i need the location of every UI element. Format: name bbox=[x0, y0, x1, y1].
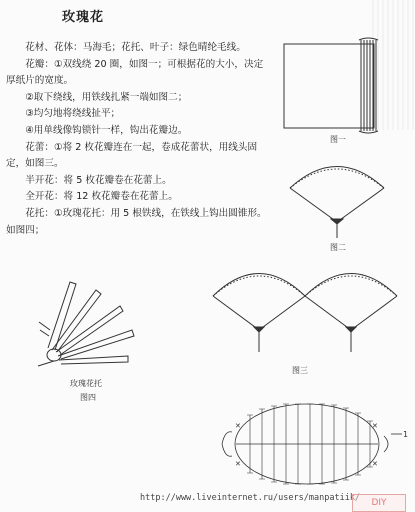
svg-text:✕: ✕ bbox=[235, 460, 241, 468]
figure-crochet-leaf-chart bbox=[222, 404, 408, 484]
figure-4-label: 玫瑰花托 bbox=[70, 379, 102, 388]
paragraph: ②取下绕线，用铁线扎紧一端如图二； bbox=[25, 91, 188, 103]
svg-text:✕: ✕ bbox=[372, 422, 378, 430]
figure-1-caption: 图一 bbox=[330, 135, 346, 144]
figure-4-calyx bbox=[38, 282, 134, 366]
svg-text:✕: ✕ bbox=[372, 460, 378, 468]
figure-3-bud bbox=[213, 274, 397, 353]
paragraph: 半开花：将 5 枚花瓣卷在花蕾上。 bbox=[25, 174, 172, 186]
paragraph: 花托：①玫瑰花托：用 5 根铁线，在铁线上钩出圆锥形。如图四； bbox=[6, 207, 267, 236]
svg-text:✕: ✕ bbox=[235, 422, 241, 430]
paragraph: 花蕾：①将 2 枚花瓣连在一起，卷成花蕾状，用线头固定，如图三。 bbox=[6, 141, 258, 170]
figure-4-caption: 图四 bbox=[80, 393, 96, 402]
paragraph: 花材、花体：马海毛；花托、叶子：绿色晴纶毛线。 bbox=[25, 42, 246, 53]
page-title: 玫瑰花 bbox=[62, 10, 105, 25]
paragraph: 花瓣：①双线绕 20 圈，如图一；可根据花的大小，决定厚纸片的宽度。 bbox=[6, 58, 264, 87]
figure-2-caption: 图二 bbox=[330, 243, 346, 252]
figure-3-caption: 图三 bbox=[292, 366, 308, 375]
figure-1-wrapped-card bbox=[284, 38, 378, 133]
paragraph: ③均匀地将绕线扯平； bbox=[25, 108, 121, 120]
svg-text:1: 1 bbox=[403, 430, 409, 439]
watermark-stamp: DIY bbox=[352, 494, 406, 512]
paragraph: ④用单线像钩锁针一样，钩出花瓣边。 bbox=[25, 124, 188, 136]
paragraph: 全开花：将 12 枚花瓣卷在花蕾上。 bbox=[25, 191, 178, 203]
figure-2-fan-petal bbox=[290, 167, 384, 239]
source-url: http://www.liveinternet.ru/users/manpatiik/ bbox=[140, 493, 361, 503]
